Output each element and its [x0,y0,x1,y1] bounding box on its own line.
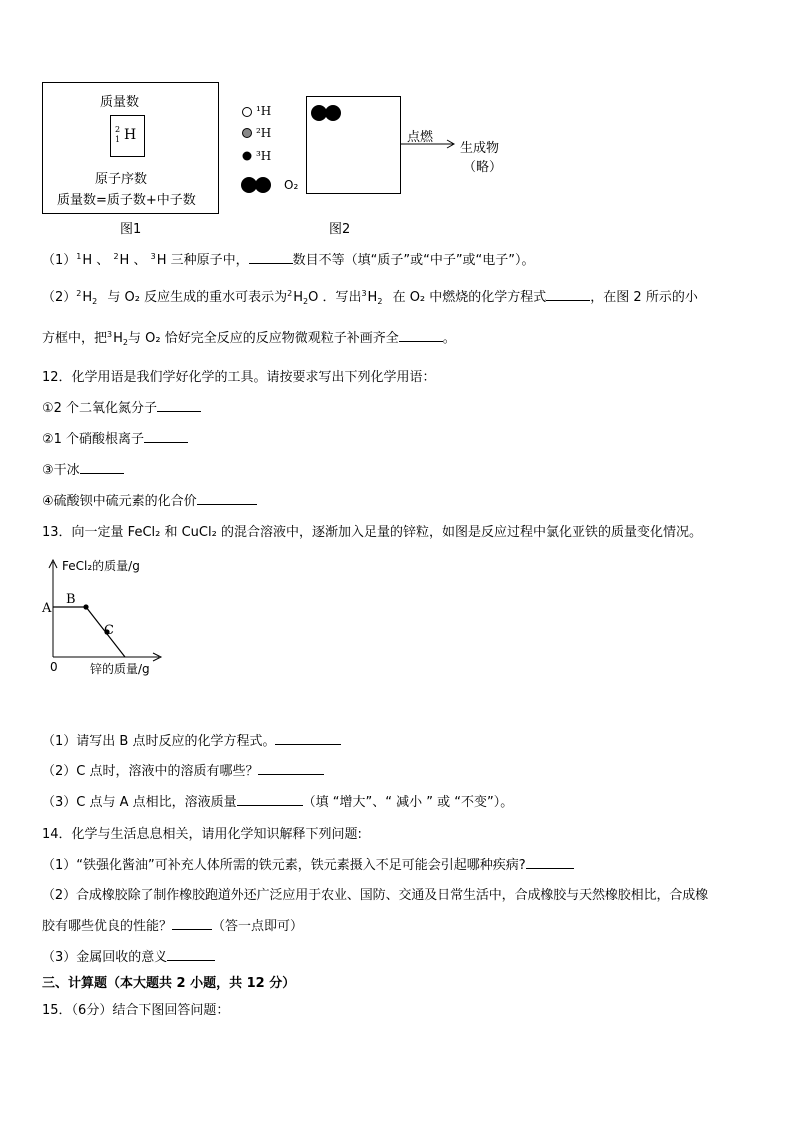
q13-stem: 13．向一定量 FeCl₂ 和 CuCl₂ 的混合溶液中，逐渐加入足量的锌粒，如图是反应过程中氯化亚铁的质量变化情况。 [42,525,702,540]
q11-part3: 方框中，把$^3H_2$与 O₂ 恰好完全反应的反应物微观粒子补画齐全 。 [42,330,456,347]
q11-part2: $(2)^2H_2$ 与 O₂ 反应生成的重水可表示为$^2H_2O$ ．写出$^3H_2$ 在 O₂ 中燃烧的化学方程式 ，在图 2 所示的小 [42,289,698,306]
product-label: 生成物 [460,141,500,156]
q13-part3: （3）C 点与 A 点相比，溶液质量 （填 “增大”、“ 减小 ” 或 “不变”）。 [42,795,514,810]
q12-stem: 12．化学用语是我们学好化学的工具。请按要求写出下列化学用语： [42,370,436,385]
legend-h3: ³H [256,149,272,163]
chart-point-label-b: B [66,592,76,607]
fecl2-mass-line [53,607,125,657]
reactant-o2-molecule [308,102,348,124]
q15-stem: 15．（6分）结合下图回答问题： [42,1003,230,1018]
chart-origin-label: 0 [50,660,58,674]
answer-blank[interactable] [144,441,188,443]
chart-point-b [83,604,88,609]
q13-part2: （2）C 点时，溶液中的溶质有哪些？ [42,760,324,779]
h3-atom-icon [243,152,252,161]
answer-blank[interactable] [275,743,341,745]
chart-x-label: 锌的质量/g [90,662,150,676]
q14-part2-line2: 胶有哪些优良的性能？ （答一点即可） [42,919,304,934]
figure1-formula: 质量数=质子数+中子数 [57,193,196,208]
answer-blank[interactable] [258,773,324,775]
answer-blank[interactable] [399,340,443,342]
figure1-label-atomic-number: 原子序数 [95,172,148,187]
answer-blank[interactable] [249,262,293,264]
atomic-number: 1 [115,135,121,144]
answer-blank[interactable] [237,804,303,806]
legend-h1: ¹H [256,104,272,118]
o2-molecule-icon [241,177,257,193]
q12-item-4: ④硫酸钡中硫元素的化合价 [42,490,257,509]
answer-blank[interactable] [197,503,257,505]
chart-point-label-a: A [42,601,52,616]
h2-atom-icon [243,129,252,138]
q13-part1: （1）请写出 B 点时反应的化学方程式。 [42,730,341,749]
answer-blank[interactable] [526,867,574,869]
ignition-label: 点燃 [407,130,434,145]
q14-part3: （3）金属回收的意义 [42,946,215,965]
q14-part1: （1）“铁强化酱油”可补充人体所需的铁元素，铁元素摄入不足可能会引起哪种疾病? [42,854,574,873]
answer-blank[interactable] [546,299,590,301]
legend-o2: O₂ [284,178,299,192]
q12-item-1: ①2 个二氧化氮分子 [42,397,201,416]
q11-part1: $(1)^1H$ 、 $^2$H 、 $^3$H 三种原子中， 数目不等（填“质子”或“中子”或“电子”）。 [42,252,535,268]
chart-point-label-c: C [104,623,114,638]
figure1-label-mass-number: 质量数 [100,95,140,110]
answer-blank[interactable] [157,410,201,412]
figure1-caption: 图1 [120,222,142,237]
figure2-caption: 图2 [329,222,351,237]
q14-part2-line1: （2）合成橡胶除了制作橡胶跑道外还广泛应用于农业、国防、交通及日常生活中，合成橡胶与天然橡胶相比，合成橡 [42,888,709,903]
mass-number: 2 [115,125,121,134]
section-title: 三、计算题（本大题共 2 小题，共 12 分） [42,976,296,991]
answer-blank[interactable] [167,959,215,961]
h1-atom-icon [243,108,252,117]
element-symbol: H [124,127,137,143]
q14-stem: 14．化学与生活息息相关，请用化学知识解释下列问题: [42,827,362,842]
answer-blank[interactable] [80,472,124,474]
product-note: （略） [463,160,503,175]
answer-blank[interactable] [172,928,212,930]
q12-item-2: ②1 个硝酸根离子 [42,428,188,447]
legend-h2: ²H [256,126,272,140]
q12-item-3: ③干冰 [42,459,124,478]
chart-y-label: FeCl₂的质量/g [62,559,140,573]
